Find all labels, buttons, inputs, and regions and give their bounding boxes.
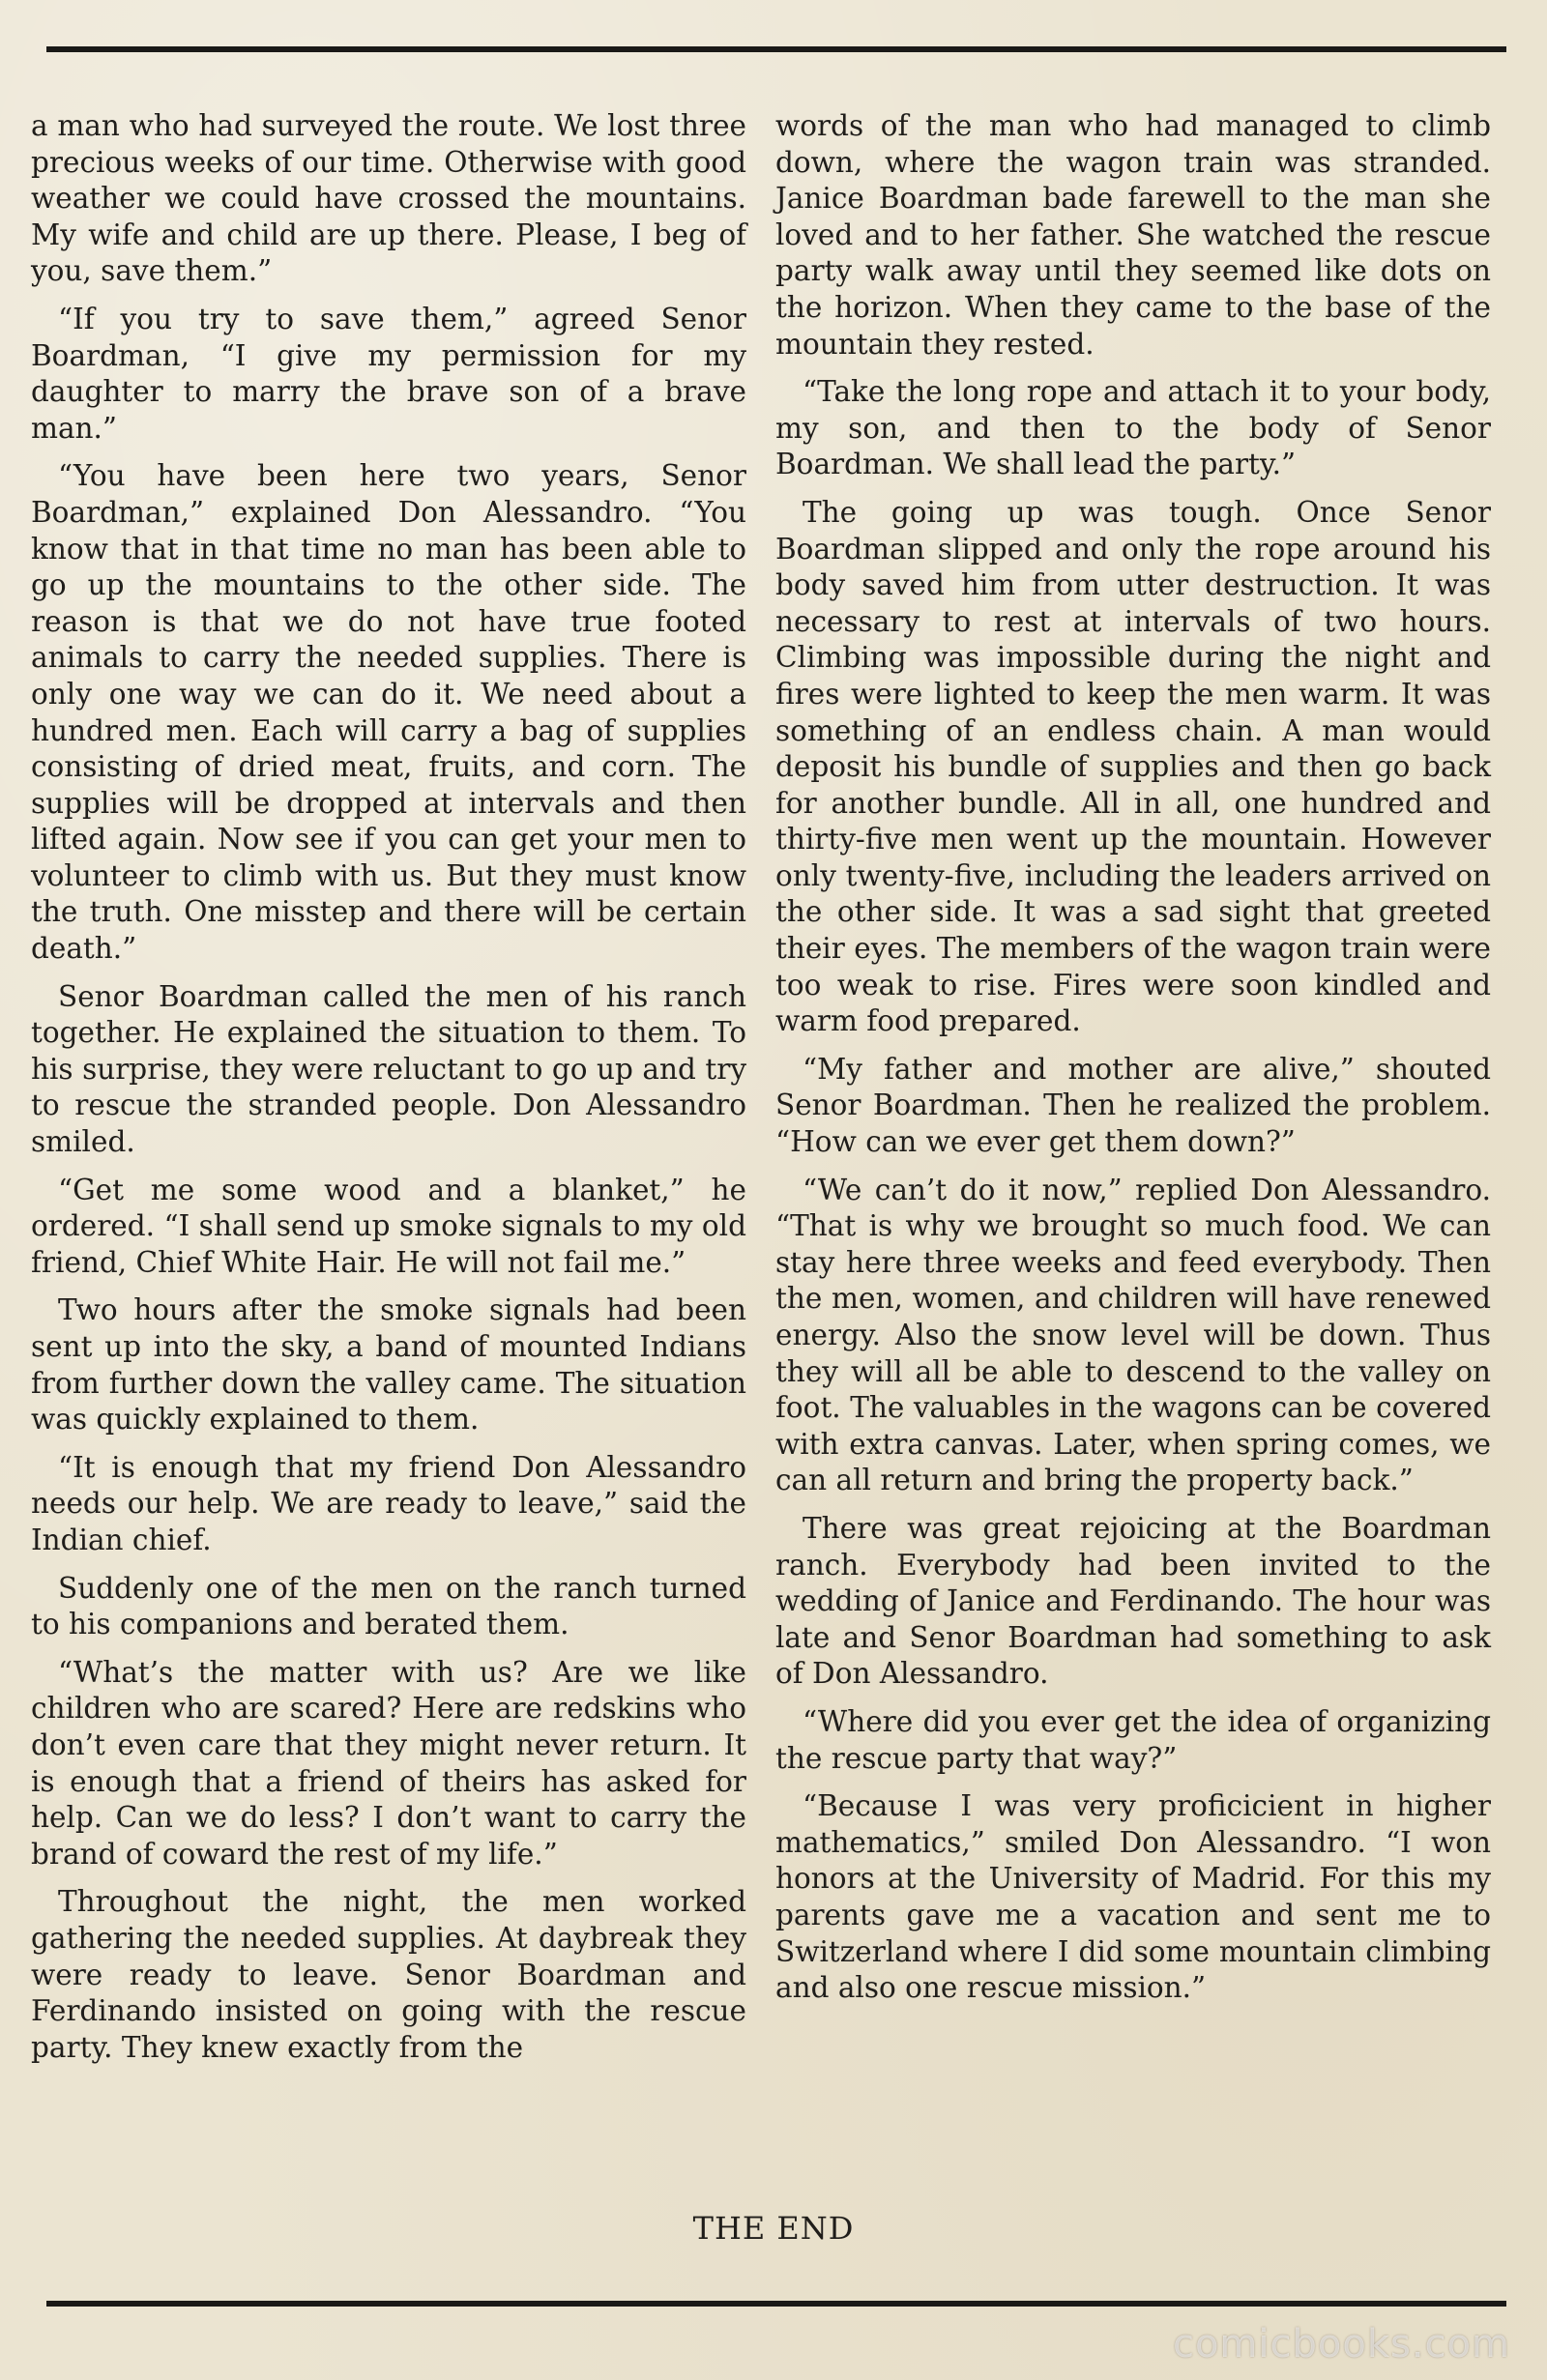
paragraph: words of the man who had managed to climb down, where the wagon train was stranded. Janice Boardman bade farewell to the man she loved and to her father. She watched the rescue party walk away until they seemed like dots on the horizon. When they came to the base of the mountain they rested. (775, 109, 1491, 361)
paragraph: Senor Boardman called the men of his ranch together. He explained the situation to them. To his surprise, they were reluctant to go up and try to rescue the stranded people. Don Alessandro smiled. (31, 979, 746, 1159)
paragraph: Suddenly one of the men on the ranch turned to his companions and berated them. (31, 1571, 746, 1641)
right-column (775, 108, 1491, 2077)
paragraph: Two hours after the smoke signals had been sent up into the sky, a band of mounted Indians from further down the valley came. The situation was quickly explained to them. (31, 1293, 746, 1437)
paragraph: “It is enough that my friend Don Alessandro needs our help. We are ready to leave,” said the Indian chief. (31, 1450, 746, 1556)
paragraph: “Because I was very proficicient in higher mathematics,” smiled Don Alessandro. “I won honors at the University of Madrid. For this my parents gave me a vacation and sent me to Switzerland where I did some mountain climbing and also one rescue mission.” (775, 1789, 1491, 2005)
paragraph: “If you try to save them,” agreed Senor Boardman, “I give my permission for my daughter to marry the brave son of a brave man.” (31, 302, 746, 445)
watermark: comicbooks.com (1172, 2322, 1510, 2366)
text-columns (31, 108, 1491, 2077)
left-column (31, 108, 746, 2077)
paragraph: “Get me some wood and a blanket,” he ordered. “I shall send up smoke signals to my old friend, Chief White Hair. He will not fail me.” (31, 1173, 746, 1279)
the-end-label: THE END (692, 2210, 855, 2247)
paragraph: “We can’t do it now,” replied Don Alessandro. “That is why we brought so much food. We can stay here three weeks and feed everybody. Then the men, women, and children will have renewed energy. Also the snow level will be down. Thus they will all be able to descend to the valley on foot. The valuables in the wagons can be covered with extra canvas. Later, when spring comes, we can all return and bring the property back.” (775, 1173, 1491, 1497)
paragraph: “My father and mother are alive,” shouted Senor Boardman. Then he realized the problem. “How can we ever get them down?” (775, 1052, 1491, 1159)
paragraph: “Where did you ever get the idea of organizing the rescue party that way?” (775, 1704, 1491, 1775)
paragraph: There was great rejoicing at the Boardman ranch. Everybody had been invited to the wedding of Janice and Ferdinando. The hour was late and Senor Boardman had something to ask of Don Alessandro. (775, 1511, 1491, 1691)
paragraph: The going up was tough. Once Senor Boardman slipped and only the rope around his body saved him from utter destruction. It was necessary to rest at intervals of two hours. Climbing was impossible during the night and fires were lighted to keep the men warm. It was something of an endless chain. A man would deposit his bundle of supplies and then go back for another bundle. All in all, one hundred and thirty-five men went up the mountain. However only twenty-five, including the leaders arrived on the other side. It was a sad sight that greeted their eyes. The members of the wagon train were too weak to rise. Fires were soon kindled and warm food prepared. (775, 495, 1491, 1038)
paragraph: a man who had surveyed the route. We lost three precious weeks of our time. Otherwise with good weather we could have crossed the mountains. My wife and child are up there. Please, I beg of you, save them.” (31, 109, 746, 288)
paragraph: “You have been here two years, Senor Boardman,” explained Don Alessandro. “You know that in that time no man has been able to go up the mountains to the other side. The reason is that we do not have true footed animals to carry the needed supplies. There is only one way we can do it. We need about a hundred men. Each will carry a bag of supplies consisting of dried meat, fruits, and corn. The supplies will be dropped at intervals and then lifted again. Now see if you can get your men to volunteer to climb with us. But they must know the truth. One misstep and there will be certain death.” (31, 459, 746, 966)
paragraph: “What’s the matter with us? Are we like children who are scared? Here are redskins who don’t even care that they might never return. It is enough that a friend of theirs has asked for help. Can we do less? I don’t want to carry the brand of coward the rest of my life.” (31, 1655, 746, 1871)
bottom-rule (46, 2301, 1506, 2307)
top-rule (46, 46, 1506, 52)
paragraph: Throughout the night, the men worked gathering the needed supplies. At daybreak they were ready to leave. Senor Boardman and Ferdinando insisted on going with the rescue party. They knew exactly from the (31, 1885, 746, 2064)
paragraph: “Take the long rope and attach it to your body, my son, and then to the body of Senor Boardman. We shall lead the party.” (775, 375, 1491, 481)
